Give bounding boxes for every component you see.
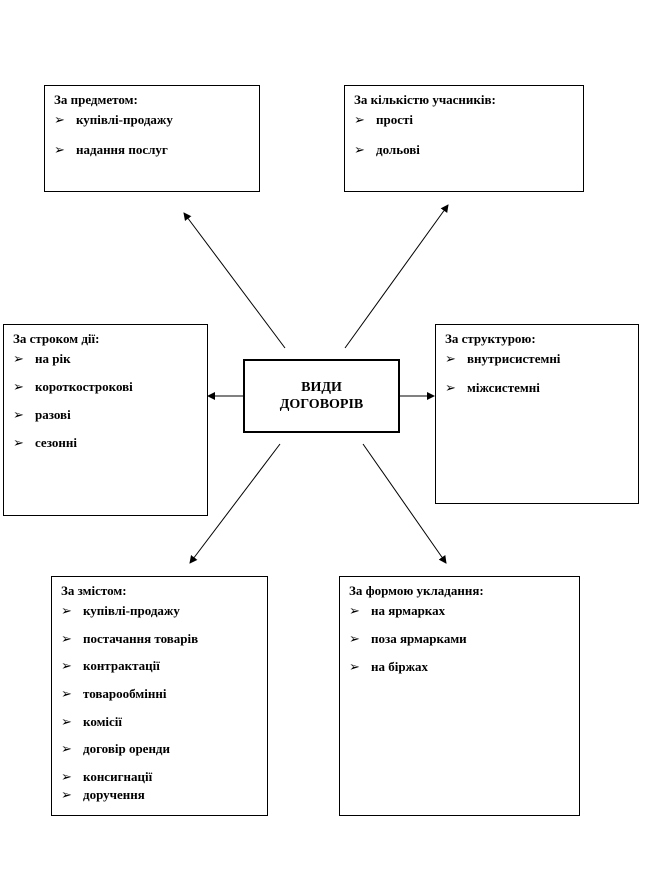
- arrow-bullet-icon: ➢: [354, 113, 365, 128]
- box-term: [3, 324, 208, 516]
- list-item: ➢ контрактації: [61, 658, 160, 674]
- arrow-bullet-icon: ➢: [61, 788, 72, 803]
- arrow-bullet-icon: ➢: [13, 436, 24, 451]
- list-item: ➢ прості: [354, 112, 413, 128]
- list-item: ➢ на рік: [13, 351, 71, 367]
- arrow-bullet-icon: ➢: [13, 380, 24, 395]
- box-structure: [435, 324, 639, 504]
- center-title: [243, 359, 400, 433]
- arrow-bullet-icon: ➢: [13, 408, 24, 423]
- list-item: ➢ консигнації: [61, 769, 153, 785]
- list-item: ➢ купівлі-продажу: [54, 112, 173, 128]
- box-term-title: За строком дії:: [13, 331, 100, 346]
- arrow-bullet-icon: ➢: [61, 687, 72, 702]
- box-content: [51, 576, 268, 816]
- arrow-to-form: [363, 444, 446, 563]
- list-item: ➢ сезонні: [13, 435, 77, 451]
- arrow-bullet-icon: ➢: [13, 352, 24, 367]
- box-participants-title: За кількістю учасників:: [354, 92, 496, 107]
- arrow-bullet-icon: ➢: [349, 660, 360, 675]
- list-item: ➢ надання послуг: [54, 142, 168, 158]
- arrow-bullet-icon: ➢: [349, 604, 360, 619]
- arrow-bullet-icon: ➢: [54, 143, 65, 158]
- arrow-bullet-icon: ➢: [349, 632, 360, 647]
- arrow-bullet-icon: ➢: [61, 770, 72, 785]
- list-item: ➢ комісії: [61, 714, 123, 730]
- arrow-bullet-icon: ➢: [61, 715, 72, 730]
- box-form: [339, 576, 580, 816]
- arrow-bullet-icon: ➢: [61, 742, 72, 757]
- box-subject: [44, 85, 260, 192]
- list-item: ➢ договір оренди: [61, 741, 171, 757]
- list-item: ➢ товарообмінні: [61, 686, 167, 702]
- arrow-bullet-icon: ➢: [61, 604, 72, 619]
- arrow-to-participants: [345, 205, 448, 348]
- list-item: ➢ на ярмарках: [349, 603, 446, 619]
- list-item: ➢ міжсистемні: [445, 380, 540, 396]
- box-structure-title: За структурою:: [445, 331, 536, 346]
- list-item: ➢ короткострокові: [13, 379, 133, 395]
- list-item: ➢ внутрисистемні: [445, 351, 561, 367]
- center-title-line1: ВИДИ: [301, 380, 342, 395]
- box-subject-title: За предметом:: [54, 92, 138, 107]
- list-item: ➢ постачання товарів: [61, 631, 199, 647]
- list-item: ➢ поза ярмарками: [349, 631, 467, 647]
- list-item: ➢ купівлі-продажу: [61, 603, 180, 619]
- box-form-title: За формою укладання:: [349, 583, 484, 598]
- list-item: ➢ на біржах: [349, 659, 429, 675]
- list-item: ➢ дольові: [354, 142, 420, 158]
- list-item: ➢ разові: [13, 407, 71, 423]
- arrow-bullet-icon: ➢: [61, 659, 72, 674]
- arrow-bullet-icon: ➢: [445, 352, 456, 367]
- center-title-line2: ДОГОВОРІВ: [279, 397, 364, 412]
- box-participants: [344, 85, 584, 192]
- arrow-bullet-icon: ➢: [445, 381, 456, 396]
- box-content-title: За змістом:: [61, 583, 127, 598]
- arrow-bullet-icon: ➢: [61, 632, 72, 647]
- arrow-bullet-icon: ➢: [54, 113, 65, 128]
- list-item: ➢ доручення: [61, 787, 145, 803]
- arrow-bullet-icon: ➢: [354, 143, 365, 158]
